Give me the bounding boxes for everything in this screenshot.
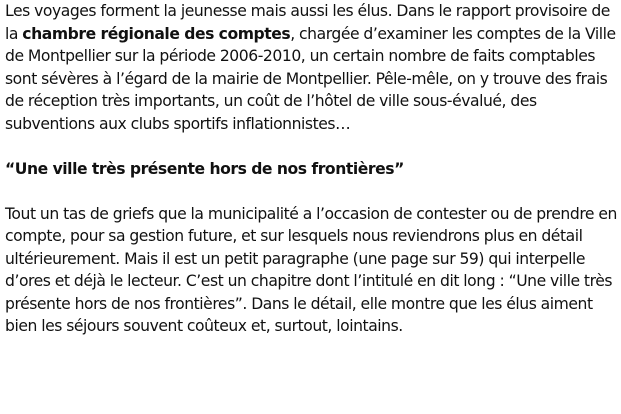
second-paragraph: Tout un tas de griefs que la municipalité a l’occasion de contester ou de prendre en compte, pour sa gestion future, et sur lesquels nous reviendrons plus en détail ultérieurement. Mais il est un petit paragraphe (une page sur 59) qui interpelle d’ores et déjà le lecteur. C’est un chapitre dont l’intitulé en dit long : “Une ville très présente hors de nos frontières”. Dans le détail, elle montre que les élus aiment bien les séjours souvent coûteux et, surtout, lointains. — [5, 204, 617, 335]
section-heading: “Une ville très présente hors de nos frontières” — [5, 159, 404, 178]
article-body — [5, 0, 619, 360]
intro-text-end: , chargée d’examiner les comptes de la Ville de Montpellier sur la période 2006-2010, un certain nombre de faits comptables sont sévères à l’égard de la mairie de Montpellier. Pêle-mêle, on y trouve des frais de réception très importants, un coût de l’hôtel de ville sous-évalué, des subventions aux clubs sportifs inflationnistes… — [5, 24, 616, 133]
intro-paragraph — [5, 0, 619, 135]
bold-chambre-regionale: chambre régionale des comptes — [22, 24, 291, 43]
intro-text-start: Les voyages forment la jeunesse mais aussi les élus. Dans le rapport provisoire de la — [5, 2, 610, 43]
